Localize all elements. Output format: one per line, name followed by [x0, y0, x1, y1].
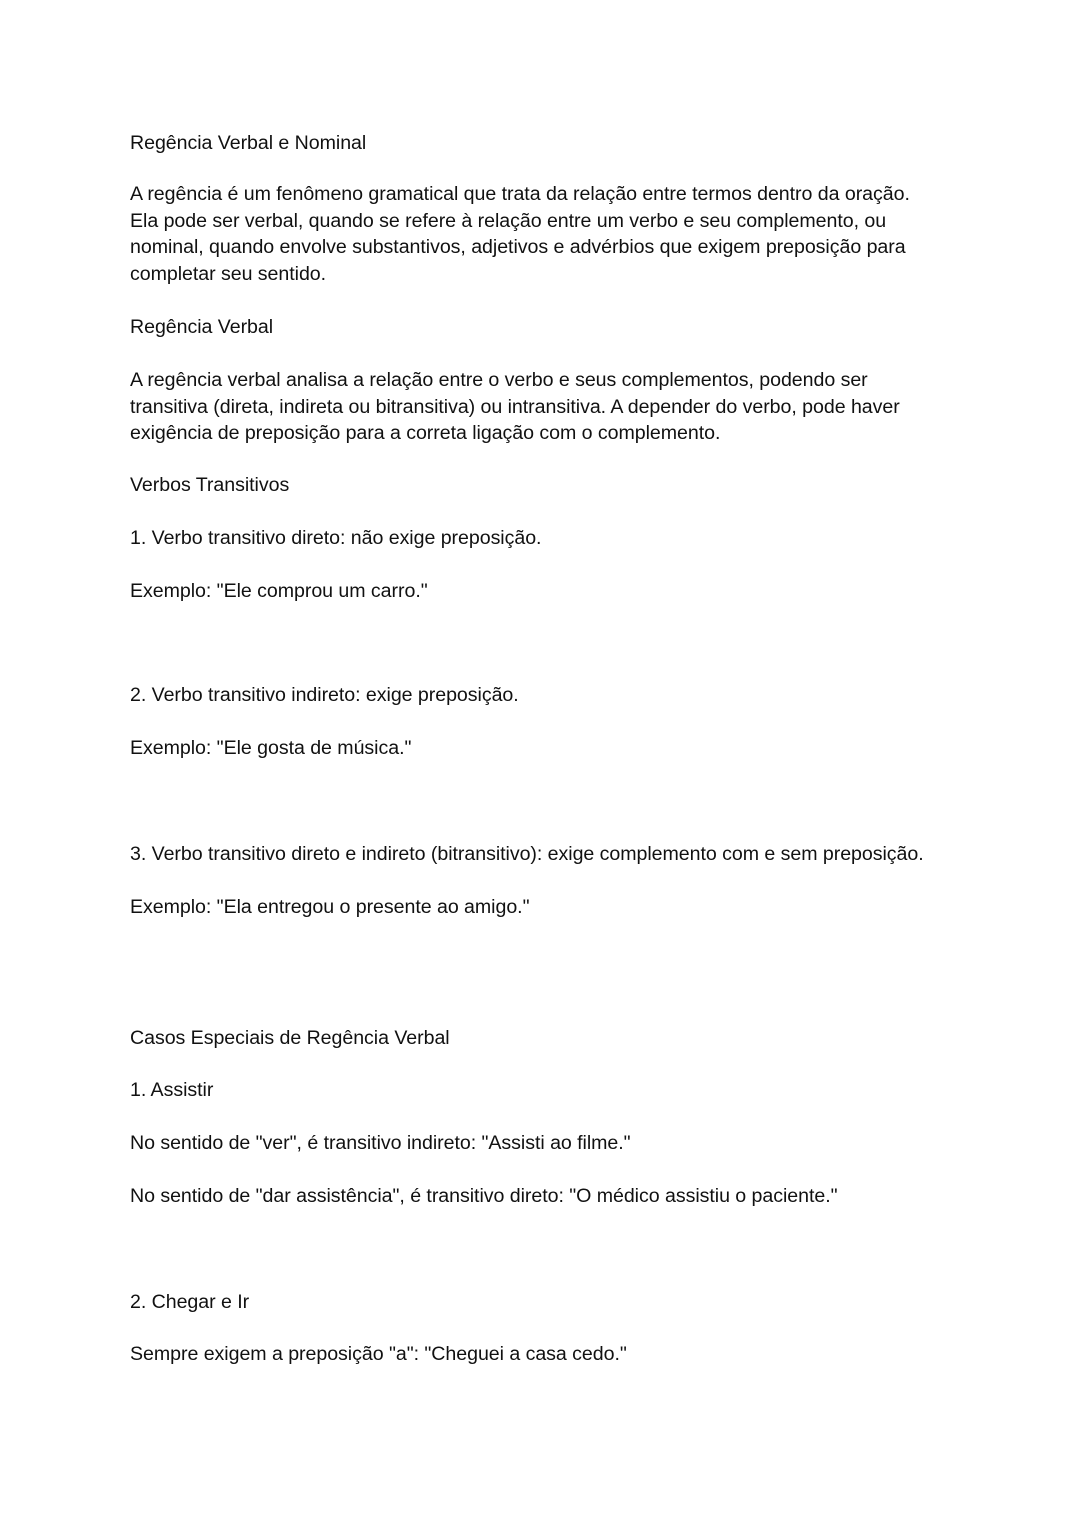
list-item-example: Exemplo: "Ele gosta de música." — [130, 737, 412, 759]
list-item-example: Exemplo: "Ela entregou o presente ao amigo." — [130, 896, 530, 918]
intro-line: A regência é um fenômeno gramatical que trata da relação entre termos dentro da oração. — [130, 183, 910, 205]
case-item-label: 2. Chegar e Ir — [130, 1291, 250, 1313]
section-heading-casos-especiais: Casos Especiais de Regência Verbal — [130, 1027, 450, 1049]
list-item-label: 2. Verbo transitivo indireto: exige preposição. — [130, 684, 519, 706]
intro-line: nominal, quando envolve substantivos, adjetivos e advérbios que exigem preposição para — [130, 236, 906, 258]
case-item-line: No sentido de "dar assistência", é transitivo direto: "O médico assistiu o paciente." — [130, 1185, 838, 1207]
paragraph-line: A regência verbal analisa a relação entre o verbo e seus complementos, podendo ser — [130, 369, 868, 391]
paragraph-line: exigência de preposição para a correta ligação com o complemento. — [130, 422, 721, 444]
paragraph-line: transitiva (direta, indireta ou bitransitiva) ou intransitiva. A depender do verbo, pode haver — [130, 395, 900, 418]
section-heading-verbos-transitivos: Verbos Transitivos — [130, 474, 290, 496]
intro-line: completar seu sentido. — [130, 262, 327, 285]
case-item-line: No sentido de "ver", é transitivo indireto: "Assisti ao filme." — [130, 1132, 631, 1154]
regencia-verbal-paragraph — [130, 367, 960, 447]
list-item-label: 1. Verbo transitivo direto: não exige preposição. — [130, 527, 542, 549]
case-item-line: Sempre exigem a preposição "a": "Cheguei a casa cedo." — [130, 1343, 627, 1365]
case-item-label: 1. Assistir — [130, 1079, 214, 1101]
list-item-label: 3. Verbo transitivo direto e indireto (bitransitivo): exige complemento com e sem preposição. — [130, 843, 924, 865]
document-title: Regência Verbal e Nominal — [130, 132, 367, 154]
section-heading-regencia-verbal: Regência Verbal — [130, 316, 274, 338]
list-item-example: Exemplo: "Ele comprou um carro." — [130, 580, 428, 602]
intro-line: Ela pode ser verbal, quando se refere à relação entre um verbo e seu complemento, ou — [130, 209, 887, 232]
intro-paragraph — [130, 181, 960, 287]
